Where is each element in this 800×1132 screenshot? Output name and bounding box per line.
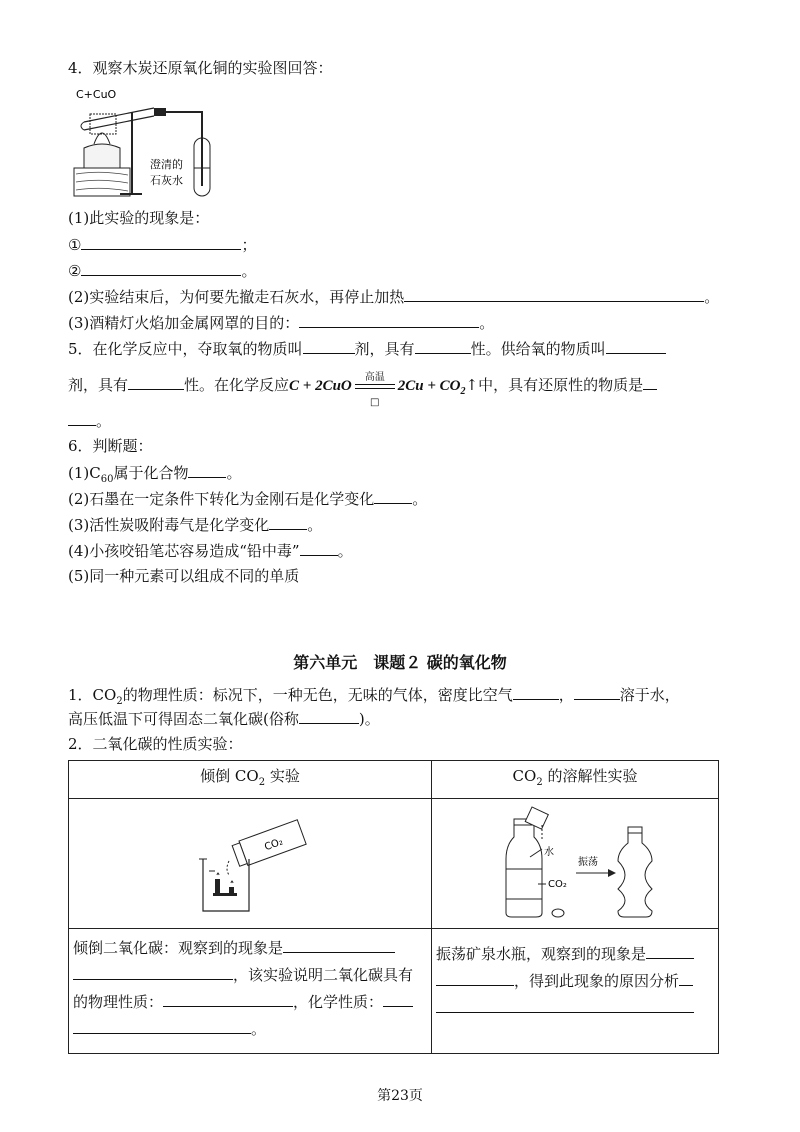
q5-blank-5-cont[interactable] <box>68 410 96 426</box>
q5-equation-double-line <box>355 384 395 389</box>
q5-equation-cond-top: 高温 <box>364 372 385 383</box>
q6-item-4 <box>68 540 353 561</box>
pour-blank-2[interactable] <box>73 964 233 980</box>
q6-item-5-prefix: (5)同一种元素可以组成不同的单质 <box>68 567 300 585</box>
dissolve-shake-label: 振荡 <box>578 857 598 868</box>
pour-blank-5[interactable] <box>73 1018 251 1034</box>
charcoal-copper-oxide-apparatus-figure <box>70 82 240 200</box>
q6-title: 6．判断题： <box>68 437 153 455</box>
table-header-pour <box>69 761 432 799</box>
q6-item-4-blank[interactable] <box>300 540 338 556</box>
figure-label-lime-1: 澄清的 <box>150 158 183 171</box>
table-header-dissolve <box>432 761 719 799</box>
table-header-dissolve-b: 的溶解性实验 <box>542 767 638 785</box>
q6-item-2-end: 。 <box>412 490 428 508</box>
q4-title: 4．观察木炭还原氧化铜的实验图回答： <box>68 59 333 77</box>
s2-title: 2．二氧化碳的性质实验： <box>68 735 243 753</box>
table-header-pour-b: 实验 <box>265 767 300 785</box>
dissolve-co2-label: CO₂ <box>548 879 567 890</box>
s1-line1-b: 的物理性质：标况下，一种无色，无味的气体，密度比空气 <box>122 686 513 704</box>
q6-item-3-prefix: (3)活性炭吸附毒气是化学变化 <box>68 516 270 534</box>
q5-line1-a: 5．在化学反应中，夺取氧的物质叫 <box>68 340 303 358</box>
q5-blank-2[interactable] <box>415 338 471 354</box>
q5-equation-condition <box>352 372 398 408</box>
pour-text-b: ，该实验说明二氧化碳具有 <box>233 966 414 984</box>
q6-item-3-blank[interactable] <box>269 514 307 530</box>
s1-line2-b: )。 <box>358 710 380 728</box>
q4-item2 <box>68 260 256 281</box>
q4-sub2 <box>68 286 719 307</box>
figure-label-lime-2: 石灰水 <box>150 174 183 187</box>
q5-line2-c: 中，具有还原性的物质是 <box>478 376 644 394</box>
q6-item-2 <box>68 488 427 509</box>
s1-line1-a: 1．CO <box>68 686 117 704</box>
q6-item-3-end: 。 <box>307 516 323 534</box>
q6-item-5 <box>68 566 299 586</box>
q6-item-1 <box>68 462 242 490</box>
pour-text-a: 倾倒二氧化碳：观察到的现象是 <box>73 939 284 957</box>
s1-blank-3[interactable] <box>299 708 359 724</box>
pour-co2-figure-cell <box>69 799 432 929</box>
q4-sub1: (1)此实验的现象是： <box>68 209 210 227</box>
dissolve-co2-figure-cell <box>432 799 719 929</box>
pour-text-e: 。 <box>251 1020 267 1038</box>
q5-blank-5[interactable] <box>643 374 657 390</box>
q5-line1-b: 剂，具有 <box>354 340 415 358</box>
q5-blank-3[interactable] <box>606 338 666 354</box>
q6-item-3 <box>68 514 322 535</box>
q5-equation-left: C + 2CuO <box>289 378 352 394</box>
q5-equation-right: 2Cu + CO <box>397 378 461 394</box>
pour-co2-answer-cell <box>69 929 432 1054</box>
pour-co2-figure <box>69 799 431 924</box>
s1-line1-c: ， <box>558 686 574 704</box>
pour-blank-1[interactable] <box>283 937 395 953</box>
q4-item2-blank[interactable] <box>81 260 241 276</box>
s1-blank-1[interactable] <box>513 684 559 700</box>
s1-line1-sub: 2 <box>116 696 123 707</box>
q5-blank-4[interactable] <box>128 374 184 390</box>
q4-item1-marker: ① <box>68 236 82 254</box>
q4-sub3-text: (3)酒精灯火焰加金属网罩的目的： <box>68 314 300 332</box>
dissolve-blank-3[interactable] <box>679 970 693 986</box>
q4-sub3-end: 。 <box>479 314 495 332</box>
q4-sub2-blank[interactable] <box>404 286 704 302</box>
q4-sub2-text: (2)实验结束后，为何要先撤走石灰水，再停止加热 <box>68 288 405 306</box>
pour-blank-4[interactable] <box>383 991 413 1007</box>
table-header-pour-sub: 2 <box>258 777 266 788</box>
q6-item-4-prefix: (4)小孩咬铅笔芯容易造成“铅中毒” <box>68 542 300 560</box>
q5-blank-1[interactable] <box>303 338 355 354</box>
dissolve-text-a: 振荡矿泉水瓶，观察到的现象是 <box>436 945 647 963</box>
s1-blank-2[interactable] <box>574 684 620 700</box>
q4-item1-end: ； <box>241 236 257 254</box>
pour-blank-3[interactable] <box>163 991 293 1007</box>
q6-item-1-text: 属于化合物 <box>113 464 189 482</box>
page-number: 第23页 <box>377 1088 423 1104</box>
dissolve-water-label: 水 <box>544 847 554 858</box>
q4-sub2-end: 。 <box>704 288 720 306</box>
q6-item-1-prefix: (1)C <box>68 464 101 482</box>
q6-item-1-sub: 60 <box>100 474 114 485</box>
pour-text-d: ，化学性质： <box>293 993 384 1011</box>
q4-item2-end: 。 <box>241 262 257 280</box>
q5-line3 <box>68 410 111 431</box>
q5-line3-end: 。 <box>96 412 112 430</box>
q5-equation-arrow: ↑ <box>465 376 479 394</box>
q4-sub3-blank[interactable] <box>299 312 479 328</box>
q4-item2-marker: ② <box>68 262 82 280</box>
q5-line2 <box>68 372 657 408</box>
table-header-pour-a: 倾倒 CO <box>200 767 259 785</box>
dissolve-blank-1[interactable] <box>646 943 694 959</box>
q5-line1-c: 性。供给氧的物质叫 <box>470 340 606 358</box>
experiment-table <box>68 760 719 1054</box>
q6-item-1-blank[interactable] <box>188 462 226 478</box>
dissolve-blank-2[interactable] <box>436 970 514 986</box>
s1-line2-a: 高压低温下可得固态二氧化碳(俗称 <box>68 710 299 728</box>
q6-item-4-end: 。 <box>337 542 353 560</box>
section-title: 第六单元 课题２ 碳的氧化物 <box>293 653 507 672</box>
pour-text-c: 的物理性质： <box>73 993 164 1011</box>
q5-line1 <box>68 338 666 359</box>
dissolve-co2-answer-cell <box>432 929 719 1054</box>
q6-item-2-prefix: (2)石墨在一定条件下转化为金刚石是化学变化 <box>68 490 375 508</box>
q6-item-2-blank[interactable] <box>374 488 412 504</box>
q4-item1 <box>68 234 256 255</box>
q5-equation-cond-bottom: □ <box>370 397 380 408</box>
dissolve-blank-4[interactable] <box>436 997 694 1013</box>
pour-co2-label: CO₂ <box>263 836 285 854</box>
table-header-dissolve-sub: 2 <box>536 777 543 788</box>
s1-line2 <box>68 708 380 729</box>
q4-item1-blank[interactable] <box>81 234 241 250</box>
s1-line1-d: 溶于水， <box>619 686 680 704</box>
q4-sub3 <box>68 312 494 333</box>
dissolve-co2-figure <box>432 799 718 924</box>
q5-equation-sub: 2 <box>460 386 466 397</box>
figure-label-c-cuo: C+CuO <box>76 88 117 101</box>
table-header-dissolve-a: CO <box>512 767 537 785</box>
q5-line2-a: 剂，具有 <box>68 376 129 394</box>
q6-item-1-end: 。 <box>226 464 242 482</box>
q5-line2-b: 性。在化学反应 <box>184 376 290 394</box>
dissolve-text-b: ，得到此现象的原因分析 <box>514 972 680 990</box>
